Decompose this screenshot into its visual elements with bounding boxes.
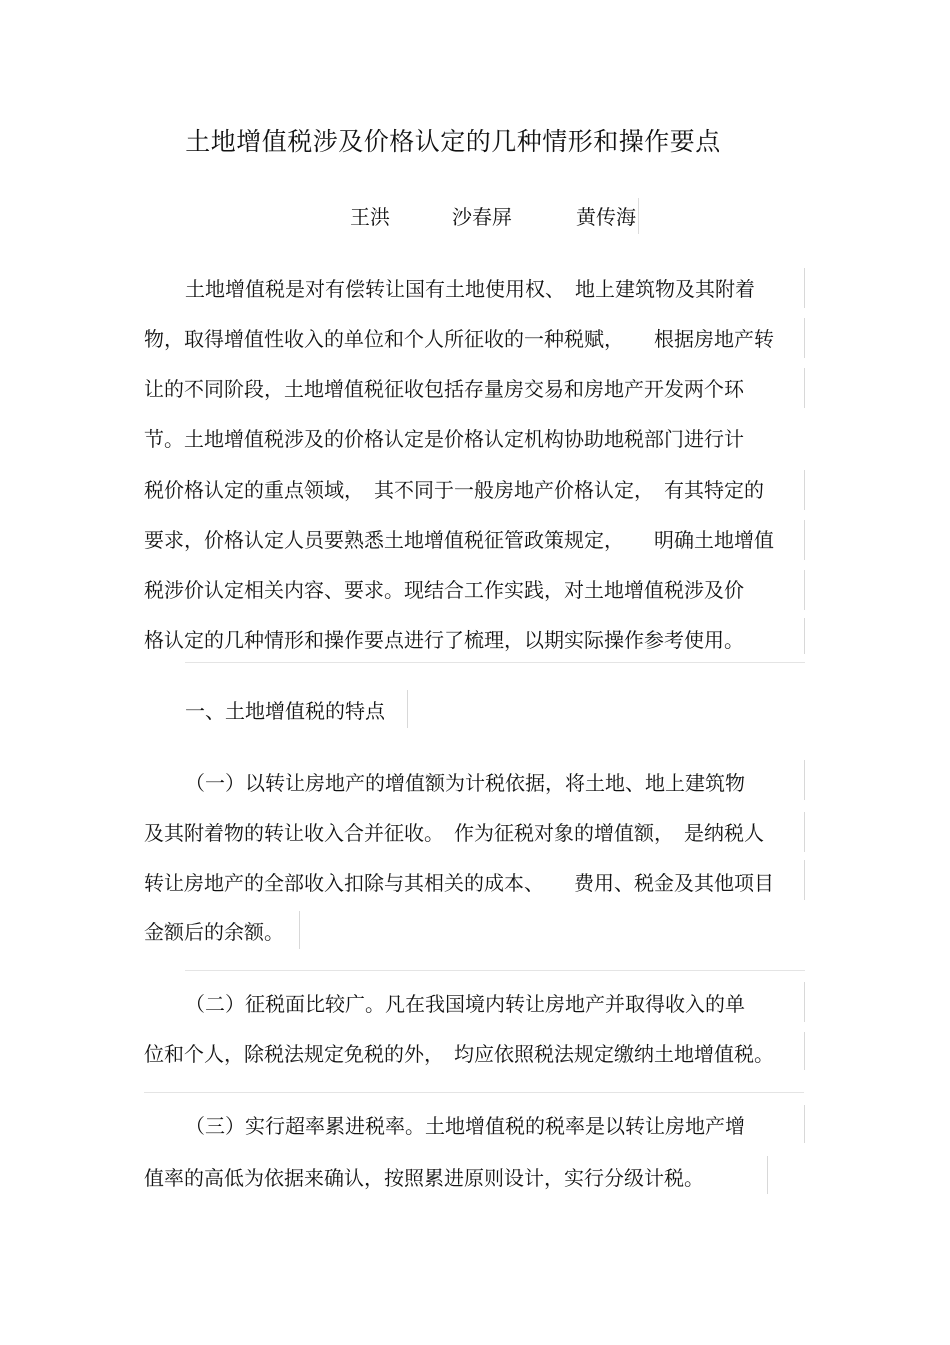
paragraph-line: 土地增值税是对有偿转让国有土地使用权、 地上建筑物及其附着	[185, 277, 755, 301]
paragraph-line: 金额后的余额。	[144, 920, 284, 944]
divider	[804, 318, 805, 358]
divider	[804, 812, 805, 852]
paragraph-line: 节。土地增值税涉及的价格认定是价格认定机构协助地税部门进行计	[144, 427, 744, 451]
author-name: 王洪	[350, 205, 390, 229]
divider	[804, 520, 805, 560]
paragraph-line: 位和个人，除税法规定免税的外， 均应依照税法规定缴纳土地增值税。	[144, 1042, 774, 1066]
divider	[804, 470, 805, 510]
divider	[804, 618, 805, 654]
divider	[638, 198, 639, 234]
document-title: 土地增值税涉及价格认定的几种情形和操作要点	[185, 127, 721, 156]
author-name: 沙春屏	[452, 205, 512, 229]
divider	[804, 570, 805, 610]
paragraph-line: 税涉价认定相关内容、要求。现结合工作实践，对土地增值税涉及价	[144, 578, 744, 602]
paragraph-line: （二）征税面比较广。凡在我国境内转让房地产并取得收入的单	[185, 992, 745, 1016]
paragraph-line: 让的不同阶段，土地增值税征收包括存量房交易和房地产开发两个环	[144, 377, 744, 401]
divider	[185, 662, 805, 663]
paragraph-line: 要求，价格认定人员要熟悉土地增值税征管政策规定， 明确土地增值	[144, 528, 774, 552]
divider	[144, 1092, 804, 1093]
divider	[299, 911, 300, 949]
divider	[804, 1105, 805, 1143]
divider	[804, 268, 805, 308]
paragraph-line: 值率的高低为依据来确认，按照累进原则设计，实行分级计税。	[144, 1166, 704, 1190]
divider	[804, 1032, 805, 1070]
paragraph-line: （一）以转让房地产的增值额为计税依据，将土地、地上建筑物	[185, 771, 745, 795]
paragraph-line: 物，取得增值性收入的单位和个人所征收的一种税赋， 根据房地产转	[144, 327, 774, 351]
divider	[767, 1156, 768, 1194]
paragraph-line: 转让房地产的全部收入扣除与其相关的成本、 费用、税金及其他项目	[144, 871, 774, 895]
divider	[804, 368, 805, 408]
author-name: 黄传海	[576, 205, 636, 229]
divider	[185, 970, 805, 971]
paragraph-line: 格认定的几种情形和操作要点进行了梳理，以期实际操作参考使用。	[144, 628, 744, 652]
divider	[804, 982, 805, 1022]
paragraph-line: （三）实行超率累进税率。土地增值税的税率是以转让房地产增	[185, 1114, 745, 1138]
paragraph-line: 及其附着物的转让收入合并征收。 作为征税对象的增值额， 是纳税人	[144, 821, 764, 845]
section-heading: 一、土地增值税的特点	[185, 699, 385, 723]
divider	[804, 760, 805, 800]
paragraph-line: 税价格认定的重点领域， 其不同于一般房地产价格认定， 有其特定的	[144, 478, 764, 502]
divider	[804, 860, 805, 900]
divider	[407, 690, 408, 728]
